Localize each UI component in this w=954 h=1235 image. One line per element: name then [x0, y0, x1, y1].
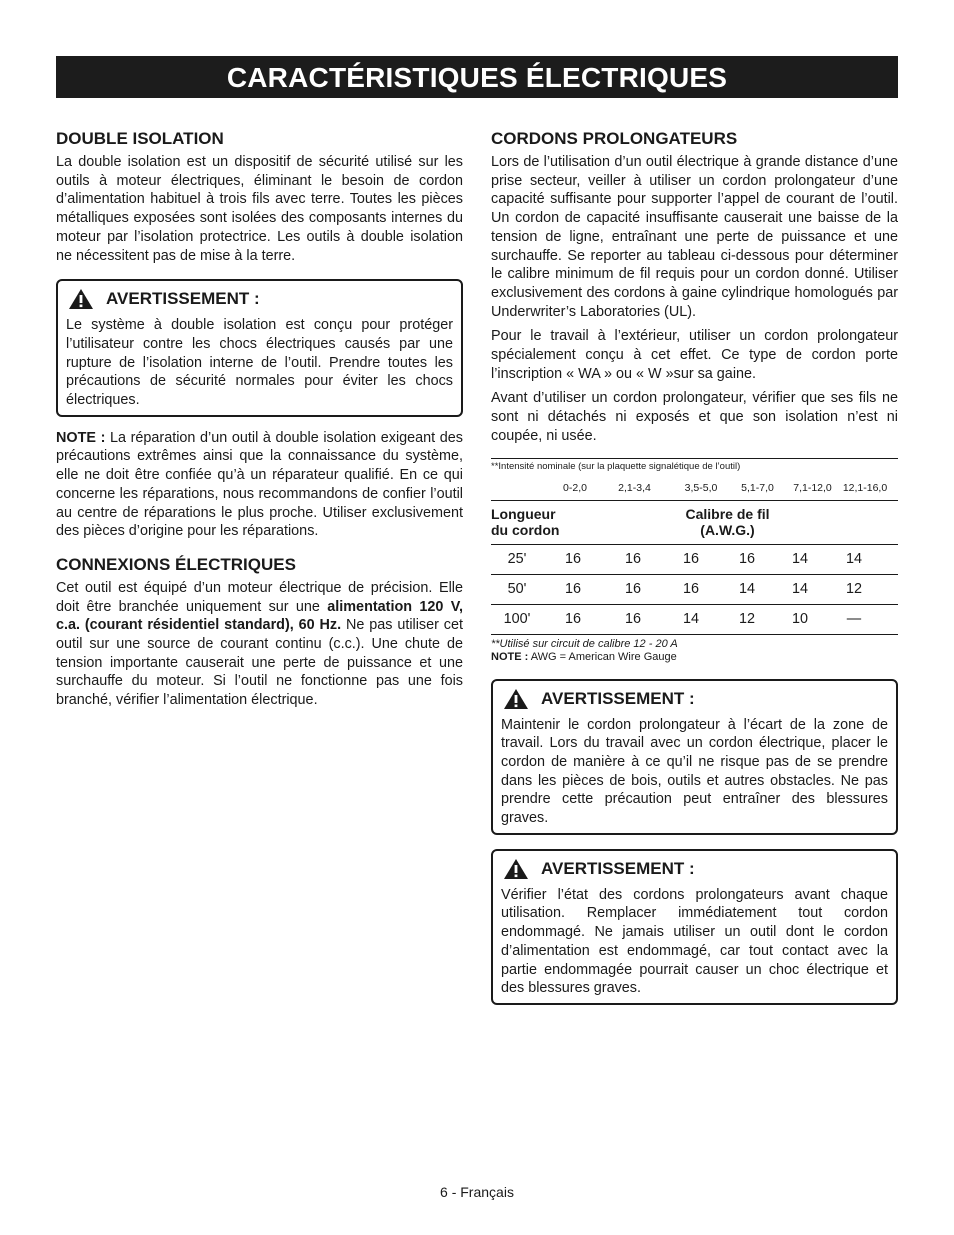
warning-title: AVERTISSEMENT : [541, 858, 695, 878]
header-length-line2: du cordon [491, 521, 560, 538]
table-cell: 14 [845, 550, 862, 567]
note-paragraph [56, 429, 463, 541]
double-isolation-text: La double isolation est un dispositif de sécurité utilisé sur les outils à moteur électriques, éliminant le besoin de cordon d’alimentation habituel à trois fils avec terre. Toutes les pièces métalliques exposées sont isolées des composants internes du moteur par l’isolation protectrice. Les outils à double isolation ne nécessitent pas de mise à la terre. [56, 154, 463, 264]
warning-triangle-icon [503, 688, 529, 710]
table-footnote: **Utilisé sur circuit de calibre 12 - 20 A [491, 637, 678, 650]
cordons-p1: Lors de l’utilisation d’un outil électrique à grande distance d’une prise secteur, veiller à utiliser un cordon prolongateur d’une capacité suffisante pour supporter l’appel de courant de l’outil. Un cordon de capacité insuffisante causerait une baisse de la tension de ligne, entraînant une perte de puissance et une surchauffe. Se reporter au tableau ci-dessous pour déterminer le calibre minimum de fil requis pour un cordon donné. Utiliser exclusivement des cordons à gaine cylindrique homologués par Underwriter’s Laboratories (UL). [491, 154, 898, 320]
table-note-awg [491, 651, 898, 663]
cordons-p2: Pour le travail à l’extérieur, utiliser un cordon prolongateur spécialement conçu à cet effet. Ce type de cordon porte l’inscription « WA » ou « W »sur sa gaine. [491, 328, 898, 382]
range-3: 3,5-5,0 [684, 481, 718, 494]
range-6: 12,1-16,0 [842, 481, 888, 494]
warning-title: AVERTISSEMENT : [541, 688, 695, 708]
header-gauge-line2: (A.W.G.) [700, 521, 755, 538]
row-length: 100' [503, 610, 531, 627]
table-cell: 14 [791, 550, 808, 567]
header-gauge-line1: Calibre de fil [685, 505, 770, 522]
table-cell: 16 [624, 550, 641, 567]
table-cell: 16 [682, 550, 699, 567]
warning-text: Le système à double isolation est conçu pour protéger l’utilisateur contre les chocs électriques causés par une rupture de l’isolation interne de l’outil. Prendre toutes les précautions de sécurité normales pour éviter les chocs électriques. [66, 317, 453, 409]
row-length: 25' [507, 550, 527, 567]
range-5: 7,1-12,0 [793, 481, 832, 494]
table-note-label: NOTE : [491, 650, 529, 663]
table-cell: 16 [738, 550, 755, 567]
warning-text: Maintenir le cordon prolongateur à l’écart de la zone de travail. Lors du travail avec un cordon électrique, placer le cordon de manière à ce qu’il ne risque pas de se prendre dans les pièces de bois, outils et autres obstacles. Ne pas prendre cette précaution peut entraîner des blessures graves. [501, 716, 888, 827]
table-cell: 16 [624, 580, 641, 597]
table-row [491, 575, 898, 605]
connexions-text-a: Cet outil est équipé d’un moteur électrique de précision. Elle doit être branchée uniquement sur une [56, 579, 463, 615]
left-column [56, 128, 463, 716]
table-cell: 16 [624, 610, 641, 627]
table-row [491, 605, 898, 635]
warning-box-cord-placement [491, 679, 898, 835]
warning-text: Vérifier l’état des cordons prolongateurs avant chaque utilisation. Remplacer immédiatement tout cordon endommagé. Ne jamais utiliser un outil dont le cordon d’alimentation est endommagé, car tout contact avec la partie endommagée pourrait causer un choc électrique et des blessures graves. [501, 886, 888, 997]
warning-box-double-isolation [56, 279, 463, 417]
table-cell: 14 [738, 580, 755, 597]
warning-triangle-icon [503, 858, 529, 880]
cordons-p3: Avant d’utiliser un cordon prolongateur, vérifier que ses fils ne sont ni détachés ni exposés et que son isolation n’est ni coupée, ni usée. [491, 390, 898, 444]
warning-title: AVERTISSEMENT : [106, 289, 260, 309]
gauge-table [491, 458, 898, 663]
double-isolation-heading: DOUBLE ISOLATION [56, 129, 224, 148]
range-4: 5,1-7,0 [741, 481, 774, 494]
table-ranges-row [491, 482, 898, 501]
note-label: NOTE : [56, 429, 106, 446]
table-cell: — [846, 610, 862, 627]
right-column [491, 128, 898, 1017]
table-cell: 14 [791, 580, 808, 597]
note-text: La réparation d’un outil à double isolation exigeant des précautions extrêmes ainsi que la connaissance du système, elle ne doit être confiée qu’à un réparateur qualifié. En ce qui concerne les réparations, nous recommandons de confier l’outil au centre de réparations le plus proche. Utiliser exclusivement des pièces d’origine pour les réparations. [56, 429, 463, 540]
table-cell: 12 [738, 610, 755, 627]
table-cell: 16 [564, 580, 581, 597]
range-1: 0-2,0 [563, 481, 587, 494]
table-cell: 10 [791, 610, 808, 627]
connexions-heading: CONNEXIONS ÉLECTRIQUES [56, 554, 296, 574]
table-cell: 12 [845, 580, 862, 597]
row-length: 50' [507, 580, 527, 597]
connexions-text [56, 579, 463, 710]
warning-box-cord-inspection [491, 849, 898, 1005]
table-header-row [491, 501, 898, 545]
table-cell: 16 [682, 580, 699, 597]
connexions-text-b: Ne pas utiliser cet outil sur une source de courant continu (c.c.). Une chute de tension importante causerait une perte de puissance et une surchauffe du moteur. Si l’outil ne fonctionne pas une fois branché, vérifier l’alimentation électrique. [56, 617, 464, 709]
page-title: CARACTÉRISTIQUES ÉLECTRIQUES [56, 56, 898, 98]
table-cell: 16 [564, 550, 581, 567]
table-note: **Intensité nominale (sur la plaquette signalétique de l’outil) [491, 460, 741, 472]
page-number: 6 - Français [440, 1184, 514, 1200]
warning-triangle-icon [68, 288, 94, 310]
connexions-text-bold: alimentation 120 V, c.a. (courant résidentiel standard), 60 Hz. [56, 598, 463, 634]
table-note-text: AWG = American Wire Gauge [528, 650, 677, 663]
range-2: 2,1-3,4 [618, 481, 651, 494]
header-length-line1: Longueur [491, 505, 556, 522]
table-cell: 16 [564, 610, 581, 627]
cordons-heading: CORDONS PROLONGATEURS [491, 129, 738, 148]
table-row [491, 545, 898, 575]
table-cell: 14 [682, 610, 699, 627]
